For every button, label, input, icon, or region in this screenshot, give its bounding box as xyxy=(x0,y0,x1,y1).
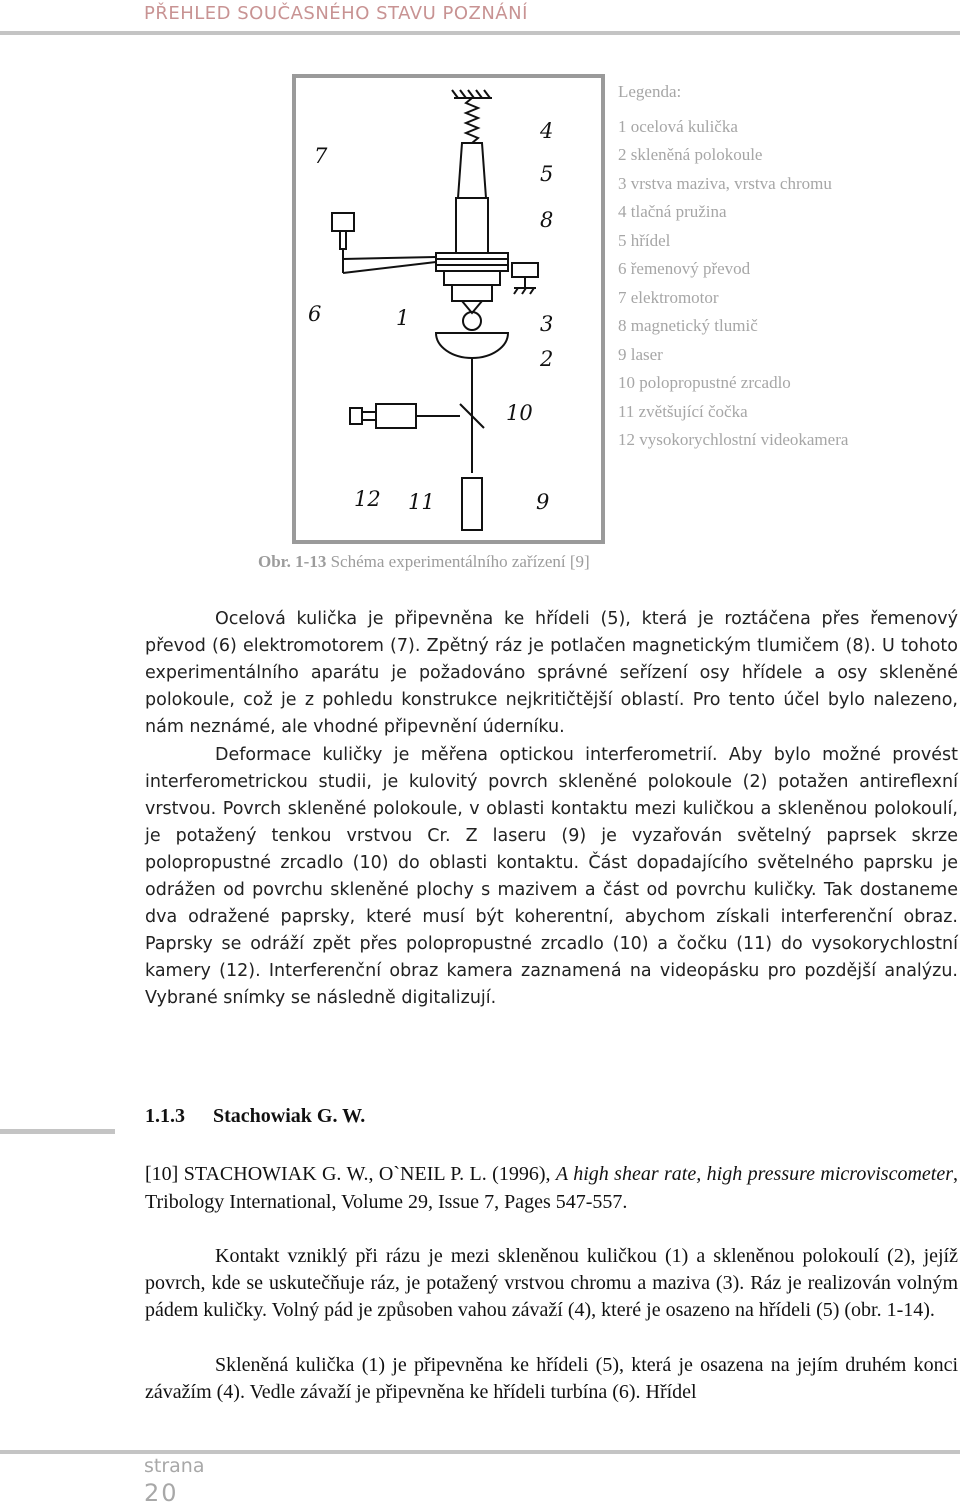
shaft-body xyxy=(456,198,488,253)
section-title: Stachowiak G. W. xyxy=(213,1105,366,1127)
laser xyxy=(462,478,482,530)
lens-holder xyxy=(376,404,416,428)
schematic-figure xyxy=(292,74,605,544)
apparatus-schematic xyxy=(296,78,601,540)
section-heading xyxy=(145,1105,365,1128)
label-1: 1 xyxy=(396,306,410,330)
figure-caption xyxy=(258,552,590,572)
paragraph-1-text: Ocelová kulička je připevněna ke hřídeli (5), která je roztáčena přes řemenový převod (6) elektromotorem (7). Zpětný ráz je potlačen magnetickým tlumičem (8). U tohoto experimentálního aparátu je požadováno správné seřízení osy hřídele a osy skleněné polokoule, což je z pohledu konstrukce nejkritičtější oblastí. Pro tento účel bylo nalezeno, nám neznámé, ale vhodné připevnění úderníku. xyxy=(145,609,958,737)
paragraph-4 xyxy=(145,1352,958,1406)
legend-item: 2 skleněná polokoule xyxy=(618,145,763,164)
legend-item: 12 vysokorychlostní videokamera xyxy=(618,430,849,449)
legend-item: 3 vrstva maziva, vrstva chromu xyxy=(618,173,832,193)
legend-item: 9 laser xyxy=(618,344,663,364)
label-7: 7 xyxy=(314,144,328,168)
camera xyxy=(332,213,354,231)
reference-title: A high shear rate, high pressure microviscometer xyxy=(555,1163,953,1185)
paragraph-1 xyxy=(145,606,958,741)
caption-number: Obr. 1-13 xyxy=(258,552,327,571)
section-number: 1.1.3 xyxy=(145,1105,185,1127)
shaft-housing xyxy=(458,143,486,198)
paragraph-2 xyxy=(145,742,958,1012)
footer-label: strana xyxy=(144,1455,205,1477)
legend-item: 10 polopropustné zrcadlo xyxy=(618,373,791,392)
magnetic-damper xyxy=(512,263,538,277)
paragraph-2-text: Deformace kuličky je měřena optickou interferometrií. Aby bylo možné provést interferometrickou studii, je kulovitý povrch skleněné polokoule (2) potažen antireflexní vrstvou. Povrch skleněné polokoule, v oblasti kontaktu mezi kuličkou a skleněnou polokoulí, je potažený tenkou vrstvou Cr. Z laseru (9) je vyzařován světelný paprsek skrze polopropustné zrcadlo (10) do oblasti kontaktu. Část dopadajícího světelného paprsku je odrážen od povrchu skleněné plochy s mazivem a část od povrchu kuličky. Tak dostaneme dva odražené paprsky, které musí být koherentní, abychom získali interferenční obraz. Paprsky se odráží zpět přes polopropustné zrcadlo (10) a čočku (11) do vysokorychlostní kamery (12). Interferenční obraz kamera zaznamená na videopásku pro pozdější analýzu. Vybrané snímky se následně digitalizují. xyxy=(145,745,958,1008)
label-10: 10 xyxy=(506,401,533,425)
legend-item: 7 elektromotor xyxy=(618,287,719,307)
legend-item: 11 zvětšující čočka xyxy=(618,401,748,421)
label-5: 5 xyxy=(540,162,554,186)
label-9: 9 xyxy=(536,490,550,514)
legend-item: 8 magnetický tlumič xyxy=(618,316,758,335)
pulley xyxy=(436,253,508,271)
glass-hemisphere xyxy=(436,333,508,358)
label-6: 6 xyxy=(308,302,322,326)
section-rule xyxy=(0,1129,115,1134)
label-2: 2 xyxy=(540,347,554,371)
belt xyxy=(343,262,436,273)
header-rule xyxy=(0,31,960,35)
label-12: 12 xyxy=(354,487,381,511)
legend-item: 1 ocelová kulička xyxy=(618,116,738,136)
running-header: PŘEHLED SOUČASNÉHO STAVU POZNÁNÍ xyxy=(144,3,528,24)
page-number: 20 xyxy=(144,1479,179,1507)
legend-title: Legenda: xyxy=(618,82,682,101)
spring xyxy=(466,98,478,143)
legend-item: 6 řemenový převod xyxy=(618,259,751,278)
label-3: 3 xyxy=(540,312,554,336)
label-8: 8 xyxy=(540,208,554,232)
paragraph-4-text: Skleněná kulička (1) je připevněna ke hřídeli (5), která je osazena na jejím druhém konci závažím (4). Vedle závaží je připevněna ke hřídeli turbína (6). Hřídel xyxy=(145,1354,958,1403)
reference-authors: [10] STACHOWIAK G. W., O`NEIL P. L. (1996), xyxy=(145,1163,556,1185)
legend-item: 5 hřídel xyxy=(618,230,671,250)
reference-entry xyxy=(145,1160,958,1216)
label-11: 11 xyxy=(408,490,435,514)
figure-legend xyxy=(618,78,848,455)
paragraph-3-text: Kontakt vzniklý při rázu je mezi skleněnou kuličkou (1) a skleněnou polokoulí (2), jejíž povrch, kde se uskutečňuje ráz, je potažený vrstvou chromu a maziva (3). Ráz je realizován volným pádem kuličky. Volný pád je způsoben vahou závaží (4), které je osazeno na hřídeli (5) (obr. 1-14). xyxy=(145,1245,958,1321)
footer-rule xyxy=(0,1450,960,1454)
steel-ball xyxy=(463,312,481,330)
reference-source: , Tribology International, Volume 29, Issue 7, Pages 547-557. xyxy=(145,1163,958,1213)
legend-item: 4 tlačná pružina xyxy=(618,202,727,221)
label-4: 4 xyxy=(540,119,554,143)
caption-text: Schéma experimentálního zařízení [9] xyxy=(326,552,590,571)
paragraph-3 xyxy=(145,1243,958,1324)
